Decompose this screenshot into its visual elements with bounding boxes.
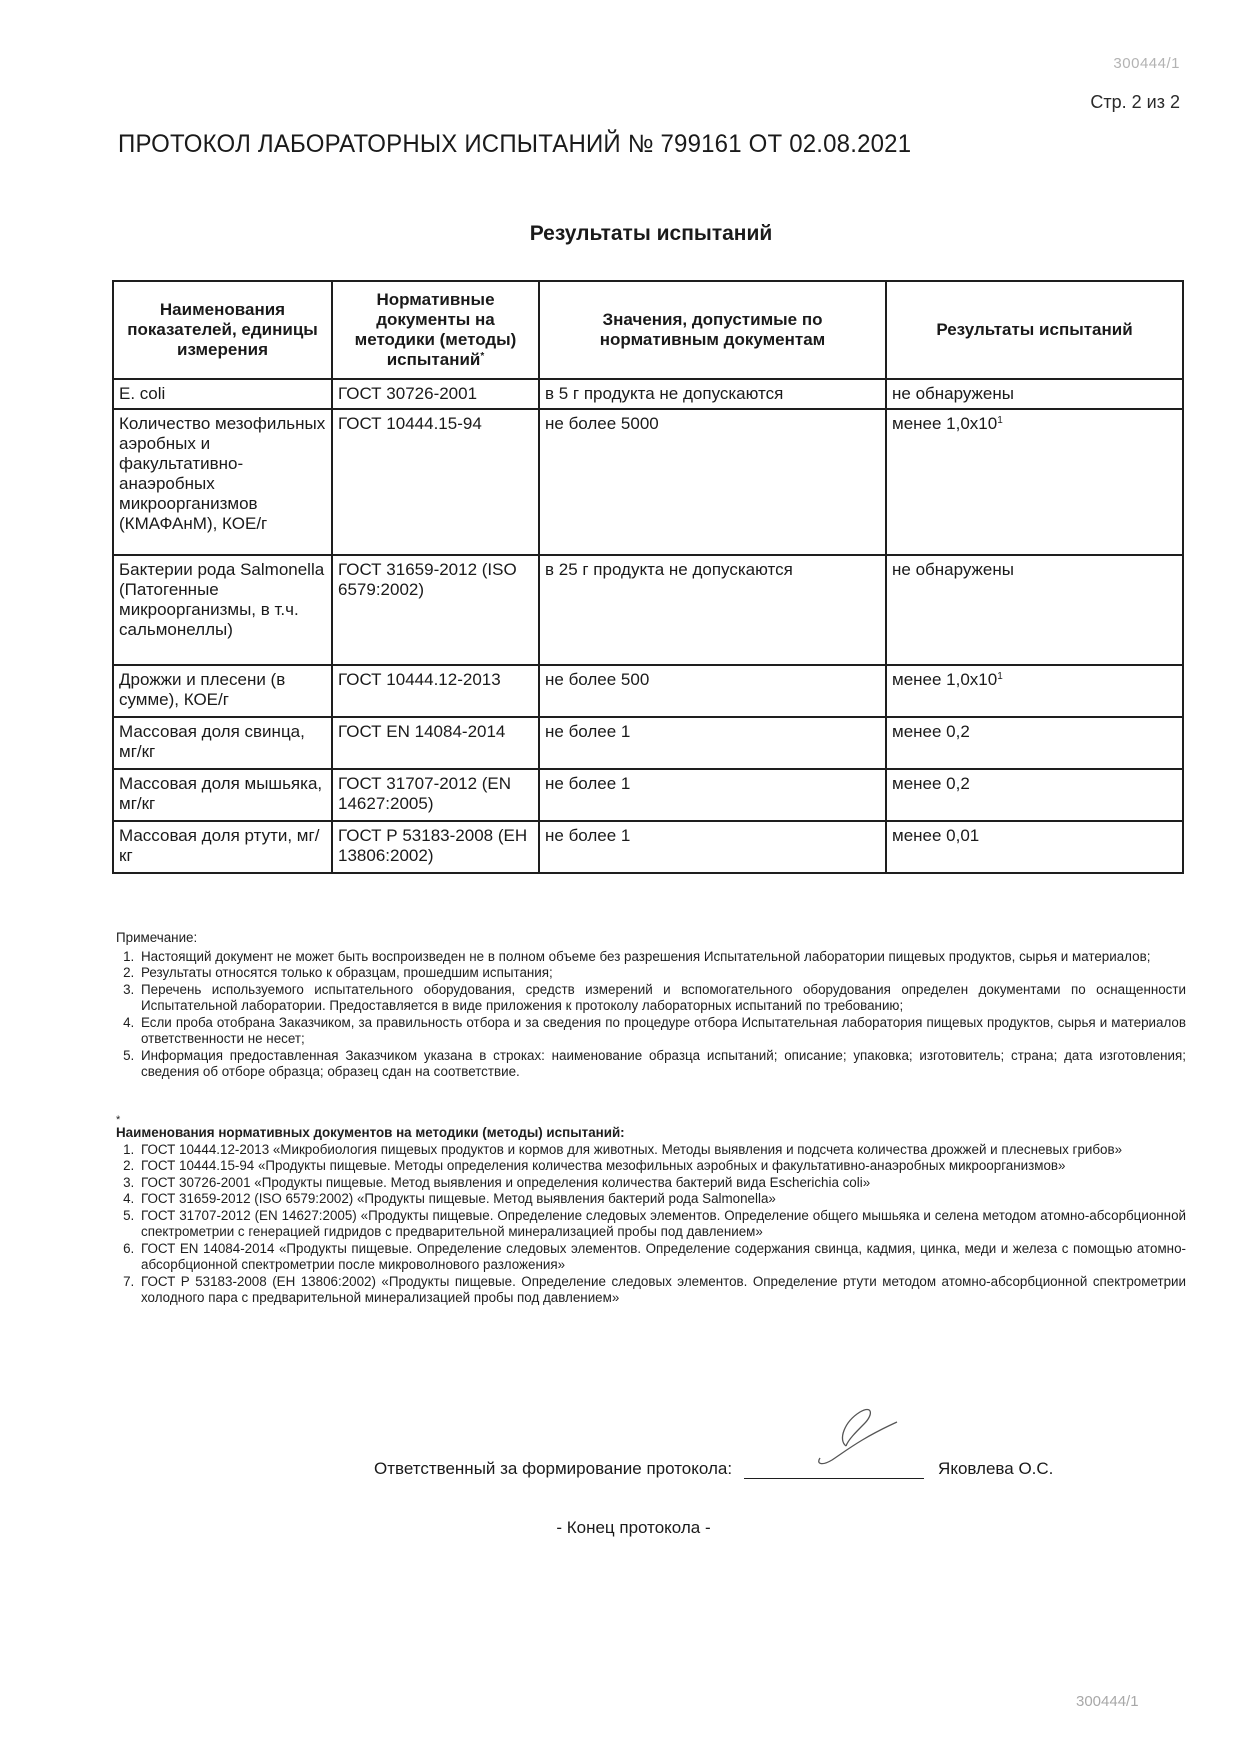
table-row: [113, 379, 1183, 409]
signature-label: Ответственный за формирование протокола:: [374, 1459, 733, 1478]
cell-method: ГОСТ 31707-2012 (EN 14627:2005): [332, 769, 539, 821]
header-indicator: Наименования показателей, единицы измерения: [113, 281, 332, 379]
footnote-star: *: [116, 1114, 121, 1126]
cell-method: ГОСТ 31659-2012 (ISO 6579:2002): [332, 555, 539, 665]
reference-item: 2. ГОСТ 10444.15-94 «Продукты пищевые. Методы определения количества мезофильных аэробных и факультативно-анаэробных микроорганизмов»: [138, 1158, 1186, 1175]
reference-item: 6. ГОСТ EN 14084-2014 «Продукты пищевые. Определение следовых элементов. Определение содержания свинца, кадмия, цинка, меди и железа с помощью атомно-абсорбционной спектрометрии после микроволнового разложения»: [138, 1241, 1186, 1274]
cell-method: ГОСТ 10444.15-94: [332, 409, 539, 555]
note-item: 1. Настоящий документ не может быть воспроизведен не в полном объеме без разрешения Испытательной лаборатории пищевых продуктов, сырья и материалов;: [138, 949, 1186, 966]
cell-indicator: Дрожжи и плесени (в сумме), КОЕ/г: [113, 665, 332, 717]
reference-item: 1. ГОСТ 10444.12-2013 «Микробиология пищевых продуктов и кормов для животных. Методы выявления и подсчета количества дрожжей и плесневых грибов»: [138, 1142, 1186, 1159]
result-value: не обнаружены: [892, 384, 1014, 403]
cell-indicator: Массовая доля мышьяка, мг/кг: [113, 769, 332, 821]
cell-method: ГОСТ EN 14084-2014: [332, 717, 539, 769]
result-value: менее 0,2: [892, 774, 970, 793]
cell-indicator: Бактерии рода Salmonella (Патогенные микроорганизмы, в т.ч. сальмонеллы): [113, 555, 332, 665]
header-allowed: Значения, допустимые по нормативным документам: [539, 281, 886, 379]
cell-result: [886, 717, 1183, 769]
cell-method: ГОСТ 10444.12-2013: [332, 665, 539, 717]
reference-item: 4. ГОСТ 31659-2012 (ISO 6579:2002) «Продукты пищевые. Метод выявления бактерий рода Salmonella»: [138, 1191, 1186, 1208]
header-method-label: Нормативные документы на методики (методы) испытаний: [354, 290, 517, 369]
cell-indicator: Количество мезофильных аэробных и факультативно-анаэробных микроорганизмов (КМАФАнМ), КОЕ/г: [113, 409, 332, 555]
signatory-name: Яковлева О.С.: [938, 1459, 1054, 1478]
cell-method: ГОСТ Р 53183-2008 (ЕН 13806:2002): [332, 821, 539, 873]
table-row: [113, 555, 1183, 665]
notes-list: [116, 949, 1186, 1081]
header-result: Результаты испытаний: [886, 281, 1183, 379]
cell-allowed: не более 1: [539, 769, 886, 821]
result-value: не обнаружены: [892, 560, 1014, 579]
note-item: 5. Информация предоставленная Заказчиком указана в строках: наименование образца испытаний; описание; упаковка; изготовитель; страна; дата изготовления; сведения об отборе образца; образец сдан на соответствие.: [138, 1048, 1186, 1081]
document-id-top: 300444/1: [1113, 55, 1180, 72]
references-list: [116, 1142, 1186, 1307]
result-exponent: 1: [997, 671, 1003, 682]
table-row: [113, 821, 1183, 873]
cell-allowed: не более 500: [539, 665, 886, 717]
cell-result: [886, 769, 1183, 821]
notes-label: Примечание:: [116, 930, 198, 945]
cell-result: [886, 379, 1183, 409]
cell-allowed: не более 5000: [539, 409, 886, 555]
result-exponent: 1: [997, 415, 1003, 426]
cell-allowed: в 25 г продукта не допускаются: [539, 555, 886, 665]
signature-line: [744, 1458, 924, 1479]
cell-result: [886, 409, 1183, 555]
cell-allowed: не более 1: [539, 821, 886, 873]
cell-indicator: Массовая доля свинца, мг/кг: [113, 717, 332, 769]
note-item: 3. Перечень используемого испытательного оборудования, средств измерений и вспомогательного оборудования определен документами по оснащенности Испытательной лаборатории. Предоставляется в виде приложения к протоколу лабораторных испытаний по требованию;: [138, 982, 1186, 1015]
results-table: [112, 280, 1184, 874]
notes-section: [116, 930, 1186, 1081]
document-id-bottom: 300444/1: [1076, 1693, 1139, 1710]
table-header-row: [113, 281, 1183, 379]
note-item: 2. Результаты относятся только к образцам, прошедшим испытания;: [138, 965, 1186, 982]
cell-result: [886, 821, 1183, 873]
table-row: [113, 769, 1183, 821]
cell-allowed: не более 1: [539, 717, 886, 769]
result-value: менее 0,2: [892, 722, 970, 741]
section-title: Результаты испытаний: [529, 222, 773, 245]
result-value: менее 1,0x10: [892, 414, 998, 433]
footnote-mark: *: [480, 351, 485, 362]
table-row: [113, 665, 1183, 717]
reference-item: 5. ГОСТ 31707-2012 (EN 14627:2005) «Продукты пищевые. Определение следовых элементов. Определение общего мышьяка и селена методом атомно-абсорбционной спектрометрии с генерацией гидридов с предварительной минерализацией пробы под давлением»: [138, 1208, 1186, 1241]
references-section: [116, 1115, 1186, 1307]
cell-indicator: E. coli: [113, 379, 332, 409]
reference-item: 7. ГОСТ Р 53183-2008 (ЕН 13806:2002) «Продукты пищевые. Определение следовых элементов. Определение ртути методом атомно-абсорбционной спектрометрии холодного пара с предварительной минерализацией пробы под давлением»: [138, 1274, 1186, 1307]
cell-result: [886, 555, 1183, 665]
note-item: 4. Если проба отобрана Заказчиком, за правильность отбора и за сведения по процедуре отбора Испытательная лаборатория пищевых продуктов, сырья и материалов ответственности не несет;: [138, 1015, 1186, 1048]
reference-item: 3. ГОСТ 30726-2001 «Продукты пищевые. Метод выявления и определения количества бактерий вида Escherichia coli»: [138, 1175, 1186, 1192]
table-row: [113, 717, 1183, 769]
header-method: [332, 281, 539, 379]
result-value: менее 1,0x10: [892, 670, 998, 689]
end-of-protocol: - Конец протокола -: [556, 1518, 711, 1537]
references-heading: Наименования нормативных документов на методики (методы) испытаний:: [116, 1125, 625, 1140]
document-title: ПРОТОКОЛ ЛАБОРАТОРНЫХ ИСПЫТАНИЙ № 799161 ОТ 02.08.2021: [118, 130, 912, 158]
cell-method: ГОСТ 30726-2001: [332, 379, 539, 409]
page-indicator: Стр. 2 из 2: [1090, 92, 1180, 112]
result-value: менее 0,01: [892, 826, 980, 845]
table-row: [113, 409, 1183, 555]
signature-row: [374, 1458, 1053, 1479]
cell-result: [886, 665, 1183, 717]
cell-allowed: в 5 г продукта не допускаются: [539, 379, 886, 409]
cell-indicator: Массовая доля ртути, мг/кг: [113, 821, 332, 873]
